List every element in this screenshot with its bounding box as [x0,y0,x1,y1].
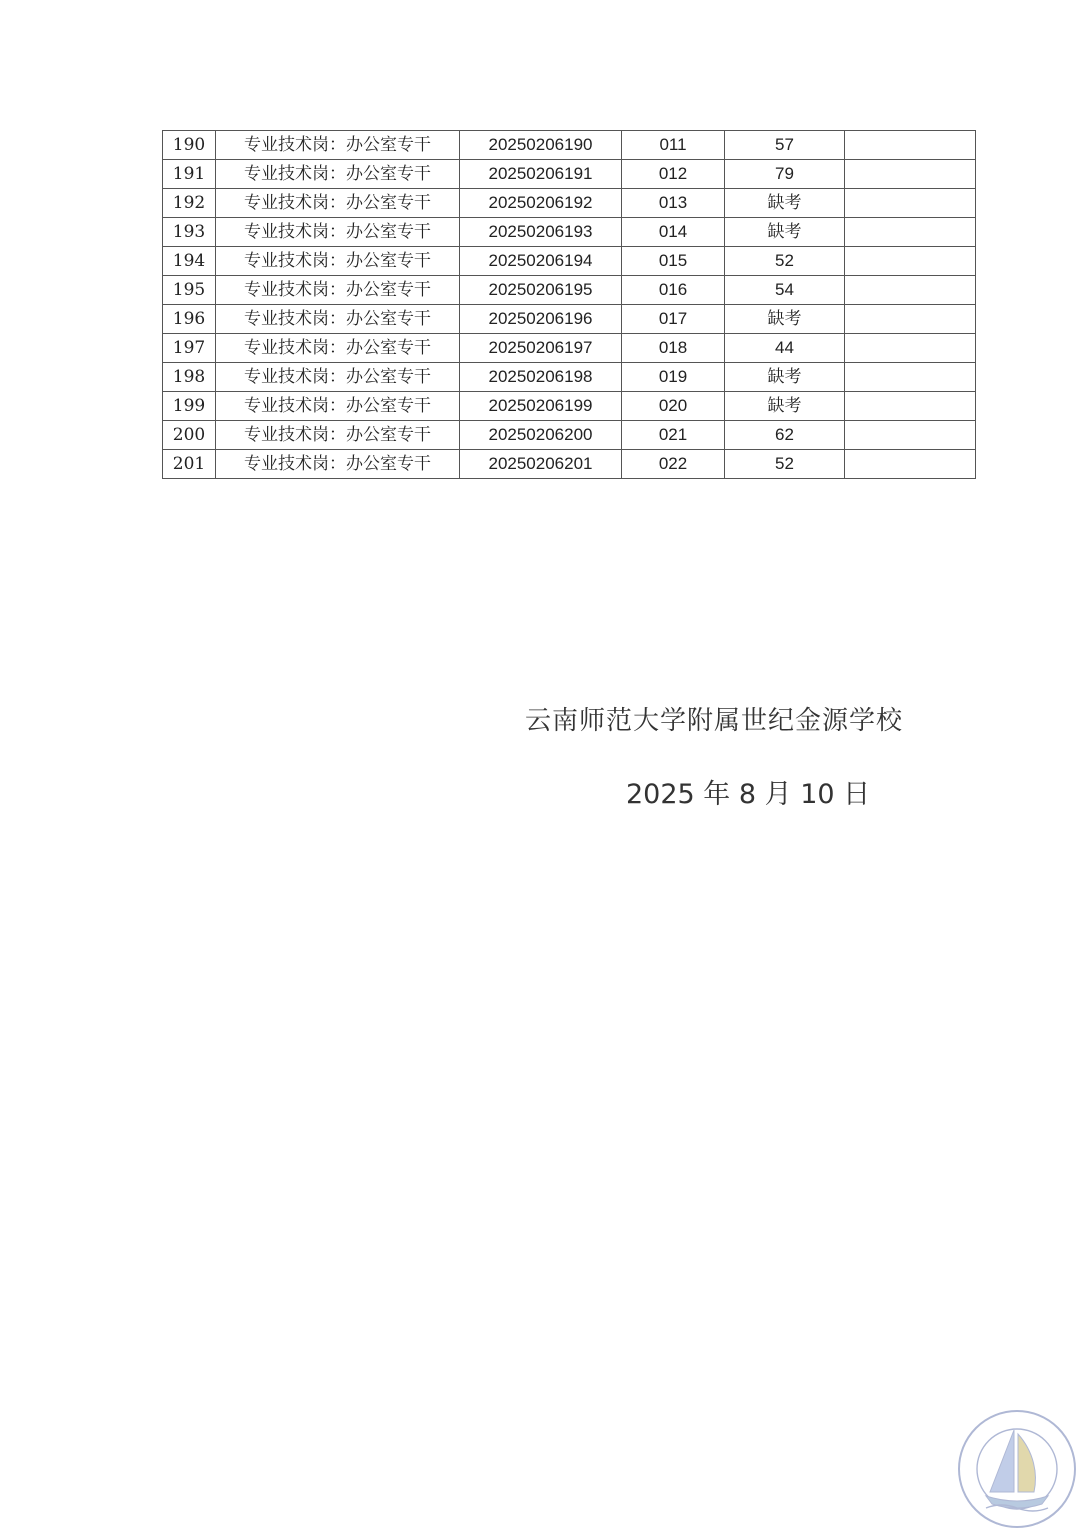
cell-position: 专业技术岗：办公室专干 [216,363,460,392]
cell-seat-number: 015 [622,247,725,276]
cell-score: 缺考 [725,305,845,334]
cell-ticket-number: 20250206191 [460,160,622,189]
cell-ticket-number: 20250206197 [460,334,622,363]
table-row [163,131,976,160]
cell-seq: 193 [163,218,216,247]
cell-ticket-number: 20250206199 [460,392,622,421]
cell-position: 专业技术岗：办公室专干 [216,450,460,479]
cell-score: 54 [725,276,845,305]
cell-seat-number: 018 [622,334,725,363]
cell-seq: 190 [163,131,216,160]
cell-seq: 200 [163,421,216,450]
cell-ticket-number: 20250206195 [460,276,622,305]
cell-position: 专业技术岗：办公室专干 [216,218,460,247]
cell-seat-number: 012 [622,160,725,189]
cell-note [845,131,976,160]
cell-position: 专业技术岗：办公室专干 [216,334,460,363]
cell-position: 专业技术岗：办公室专干 [216,392,460,421]
cell-position: 专业技术岗：办公室专干 [216,189,460,218]
cell-seat-number: 017 [622,305,725,334]
table-row [163,218,976,247]
table-row [163,160,976,189]
cell-score: 44 [725,334,845,363]
cell-seat-number: 019 [622,363,725,392]
cell-seat-number: 022 [622,450,725,479]
cell-score: 52 [725,247,845,276]
cell-seq: 196 [163,305,216,334]
cell-position: 专业技术岗：办公室专干 [216,160,460,189]
table-row [163,305,976,334]
table-row [163,189,976,218]
cell-note [845,421,976,450]
table-row [163,363,976,392]
cell-note [845,160,976,189]
cell-score: 62 [725,421,845,450]
cell-position: 专业技术岗：办公室专干 [216,305,460,334]
cell-seat-number: 021 [622,421,725,450]
cell-score: 57 [725,131,845,160]
cell-score: 52 [725,450,845,479]
table-row [163,392,976,421]
results-table-body [163,131,976,479]
table-row [163,247,976,276]
cell-ticket-number: 20250206201 [460,450,622,479]
cell-note [845,247,976,276]
cell-seq: 192 [163,189,216,218]
cell-position: 专业技术岗：办公室专干 [216,421,460,450]
signature-organization: 云南师范大学附属世纪金源学校 [525,706,904,736]
cell-position: 专业技术岗：办公室专干 [216,131,460,160]
cell-seat-number: 016 [622,276,725,305]
cell-seat-number: 013 [622,189,725,218]
cell-seq: 198 [163,363,216,392]
cell-seq: 201 [163,450,216,479]
cell-note [845,334,976,363]
cell-score: 缺考 [725,392,845,421]
cell-note [845,218,976,247]
cell-seq: 194 [163,247,216,276]
table-row [163,334,976,363]
cell-ticket-number: 20250206193 [460,218,622,247]
cell-ticket-number: 20250206200 [460,421,622,450]
signature-date: 2025 年 8 月 10 日 [626,779,871,810]
cell-score: 缺考 [725,218,845,247]
cell-note [845,363,976,392]
cell-seq: 195 [163,276,216,305]
results-table [162,130,976,479]
table-row [163,421,976,450]
cell-note [845,276,976,305]
cell-note [845,450,976,479]
cell-note [845,392,976,421]
table-row [163,450,976,479]
cell-seat-number: 020 [622,392,725,421]
cell-position: 专业技术岗：办公室专干 [216,276,460,305]
cell-seq: 191 [163,160,216,189]
cell-ticket-number: 20250206198 [460,363,622,392]
cell-position: 专业技术岗：办公室专干 [216,247,460,276]
cell-ticket-number: 20250206192 [460,189,622,218]
cell-note [845,189,976,218]
cell-seq: 197 [163,334,216,363]
cell-score: 缺考 [725,363,845,392]
cell-ticket-number: 20250206190 [460,131,622,160]
cell-seat-number: 011 [622,131,725,160]
cell-seq: 199 [163,392,216,421]
school-seal-logo [956,1408,1078,1530]
cell-score: 缺考 [725,189,845,218]
cell-ticket-number: 20250206196 [460,305,622,334]
cell-score: 79 [725,160,845,189]
cell-ticket-number: 20250206194 [460,247,622,276]
cell-note [845,305,976,334]
table-row [163,276,976,305]
cell-seat-number: 014 [622,218,725,247]
